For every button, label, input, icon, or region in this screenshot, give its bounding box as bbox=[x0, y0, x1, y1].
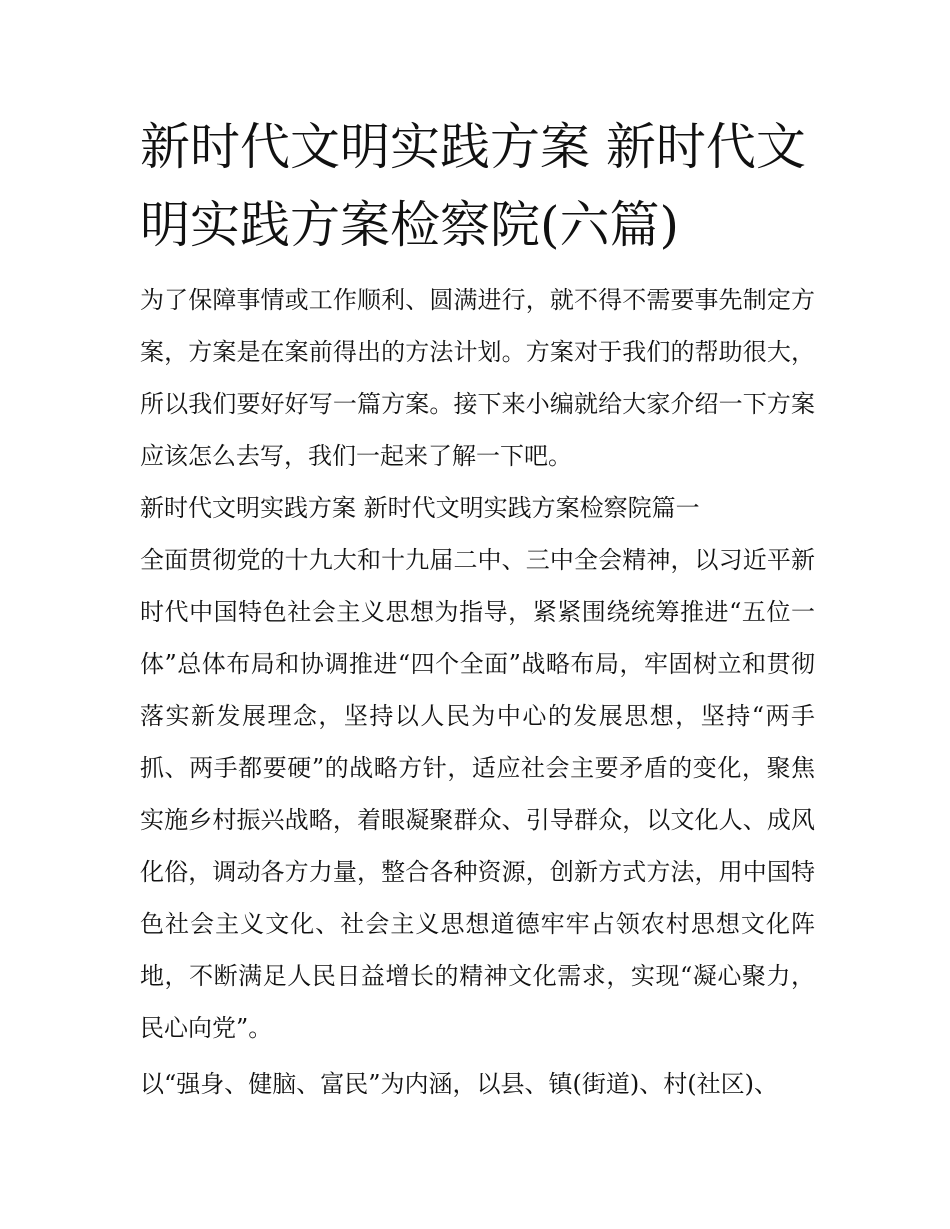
body-paragraph-1: 全面贯彻党的十九大和十九届二中、三中全会精神，以习近平新时代中国特色社会主义思想为指导，紧紧围绕统筹推进“五位一体”总体布局和协调推进“四个全面”战略布局，牢固树立和贯彻落实新发展理念，坚持以人民为中心的发展思想，坚持“两手抓、两手都要硬”的战略方针，适应社会主要矛盾的变化，聚焦实施乡村振兴战略，着眼凝聚群众、引导群众，以文化人、成风化俗，调动各方力量，整合各种资源，创新方式方法，用中国特色社会主义文化、社会主义思想道德牢牢占领农村思想文化阵地，不断满足人民日益增长的精神文化需求，实现“凝心聚力，民心向党”。 bbox=[140, 546, 815, 1042]
section-heading: 新时代文明实践方案 新时代文明实践方案检察院篇一 bbox=[140, 494, 700, 522]
body-paragraph-2: 以“强身、健脑、富民”为内涵，以县、镇(街道)、村(社区)、 bbox=[140, 1070, 778, 1098]
document-page bbox=[140, 108, 815, 1110]
document-title: 新时代文明实践方案 新时代文明实践方案检察院(六篇) bbox=[140, 118, 806, 254]
intro-paragraph: 为了保障事情或工作顺利、圆满进行，就不得不需要事先制定方案，方案是在案前得出的方法计划。方案对于我们的帮助很大，所以我们要好好写一篇方案。接下来小编就给大家介绍一下方案应该怎么去写，我们一起来了解一下吧。 bbox=[140, 286, 815, 470]
